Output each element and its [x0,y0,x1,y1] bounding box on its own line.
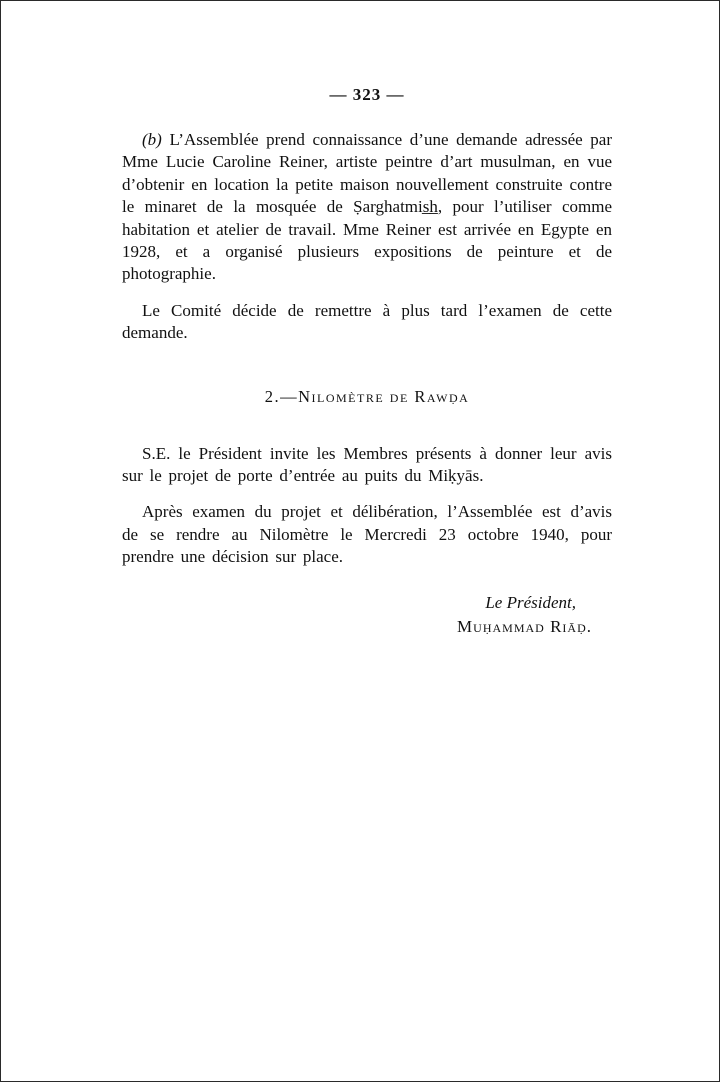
paragraph-demande-reiner [122,129,612,286]
section-heading-nilometre: 2.—Nilomètre de Rawḍa [264,386,470,406]
paragraph-apres-examen: Après examen du projet et délibération, l’Assemblée est d’avis de se rendre au Nilomètre le Mercredi 23 octobre 1940, pour prendre une décision sur place. [122,502,612,567]
paragraph-demande-reiner-text: L’Assemblée prend connaissance d’une demande adressée par Mme Lucie Caroline Reiner, artiste peintre d’art musulman, en vue d’obtenir en location la petite maison nouvellement construite contre le minaret de la mosquée de Ṣarghatmis̲h̲, pour l’utiliser comme habitation et atelier de travail. Mme Reiner est arrivée en Egypte en 1928, et a organisé plusieurs expositions de peinture et de photographie. [122,130,613,284]
paragraph-item-label: (b) [142,130,162,149]
signature-name: Muḥammad Riāḍ. [457,616,592,636]
signature-role: Le Président, [485,592,576,612]
text-block [122,85,612,637]
page-number: — 323 — [329,85,405,104]
paragraph-president-invite: S.E. le Président invite les Membres présents à donner leur avis sur le projet de porte d’entrée au puits du Miḳyās. [122,443,612,486]
signature-block [122,593,612,637]
paragraph-comite-decision: Le Comité décide de remettre à plus tard l’examen de cette demande. [122,300,612,343]
